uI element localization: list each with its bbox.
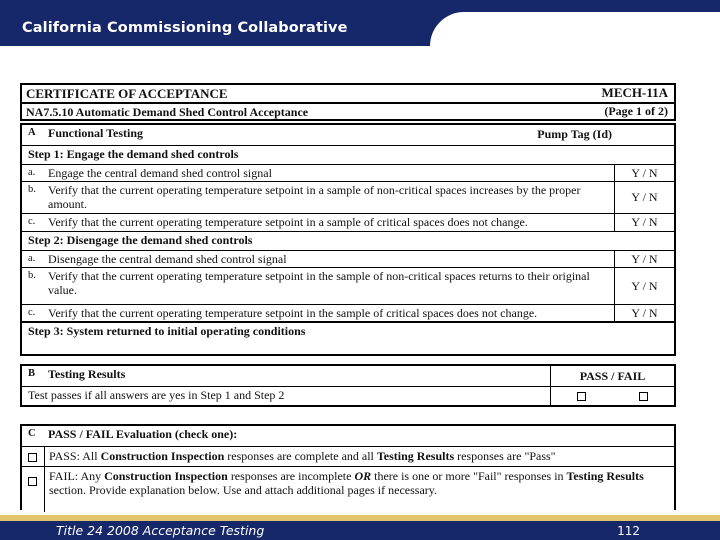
section-a-title: Functional Testing [48, 126, 144, 140]
step1-item-c [22, 213, 674, 231]
yn-field[interactable]: Y / N [614, 214, 674, 231]
fail-checkbox[interactable] [612, 387, 674, 405]
fail-option-row [22, 466, 674, 512]
item-text: Verify that the current operating temperature setpoint in the sample of critical spaces does not change. [48, 306, 538, 320]
yn-field[interactable]: Y / N [614, 165, 674, 181]
yn-field[interactable]: Y / N [614, 268, 674, 304]
cert-subtitle: NA7.5.10 Automatic Demand Shed Control Acceptance [26, 105, 309, 119]
section-b-letter: B [28, 368, 36, 379]
pass-option-checkbox[interactable] [22, 447, 44, 466]
section-a-header [22, 125, 674, 145]
yn-field[interactable]: Y / N [614, 305, 674, 321]
section-a [20, 123, 676, 356]
fail-option-text: FAIL: Any Construction Inspection responses are incomplete OR there is one or more "Fail" responses in Testing Results section. Provide explanation below. Use and attach additional pages if necessary. [44, 467, 674, 512]
section-b [20, 364, 676, 407]
header-curve [430, 12, 720, 46]
pass-checkbox[interactable] [550, 387, 612, 405]
item-text: Verify that the current operating temperature setpoint in the sample of non-critical spaces returns to their original value. [48, 269, 590, 297]
section-c-letter: C [28, 428, 36, 439]
cert-title: CERTIFICATE OF ACCEPTANCE [26, 86, 228, 101]
fail-option-checkbox[interactable] [22, 467, 44, 512]
item-id: c. [28, 307, 36, 318]
step1-item-a [22, 164, 674, 181]
header-bar [0, 0, 720, 46]
cert-title-row [22, 85, 674, 102]
pump-tag-label: Pump Tag (Id) [537, 127, 612, 141]
page-indicator: (Page 1 of 2) [604, 104, 668, 118]
item-id: c. [28, 216, 36, 227]
pass-fail-label: PASS / FAIL [550, 366, 674, 386]
section-c [20, 424, 676, 510]
pass-option-row [22, 446, 674, 466]
step3-header [22, 321, 674, 340]
step2-header [22, 231, 674, 250]
step1-header [22, 145, 674, 164]
item-text: Engage the central demand shed control signal [48, 166, 272, 180]
certificate-header [20, 83, 676, 121]
step1-item-b [22, 181, 674, 213]
section-b-row [22, 386, 674, 405]
header-title: California Commissioning Collaborative [22, 20, 348, 36]
footer-title: Title 24 2008 Acceptance Testing [56, 523, 265, 538]
section-c-title: PASS / FAIL Evaluation (check one): [48, 427, 238, 441]
item-text: Disengage the central demand shed control signal [48, 252, 287, 266]
item-id: a. [28, 253, 36, 264]
form-code: MECH-11A [601, 85, 668, 100]
item-text: Verify that the current operating temperature setpoint in a sample of critical spaces does not change. [48, 215, 528, 229]
section-c-header [22, 426, 674, 446]
step2-item-a [22, 250, 674, 267]
yn-field[interactable]: Y / N [614, 182, 674, 213]
footer-bar [0, 521, 720, 540]
yn-field[interactable]: Y / N [614, 251, 674, 267]
section-b-title: Testing Results [48, 367, 126, 381]
testing-results-text: Test passes if all answers are yes in Step 1 and Step 2 [28, 388, 285, 402]
page-number: 112 [617, 524, 640, 538]
pass-option-text: PASS: All Construction Inspection responses are complete and all Testing Results responses are "Pass" [44, 447, 674, 466]
step3-title: Step 3: System returned to initial operating conditions [28, 324, 306, 338]
item-id: b. [28, 270, 36, 281]
cert-subtitle-row [22, 102, 674, 119]
section-a-letter: A [28, 127, 36, 138]
step2-item-b [22, 267, 674, 304]
step2-item-c [22, 304, 674, 321]
step2-title: Step 2: Disengage the demand shed controls [28, 233, 253, 247]
item-text: Verify that the current operating temperature setpoint in a sample of non-critical spaces increases by the proper amount. [48, 183, 581, 211]
item-id: a. [28, 167, 36, 178]
item-id: b. [28, 184, 36, 195]
step1-title: Step 1: Engage the demand shed controls [28, 147, 239, 161]
section-b-header [22, 366, 674, 386]
